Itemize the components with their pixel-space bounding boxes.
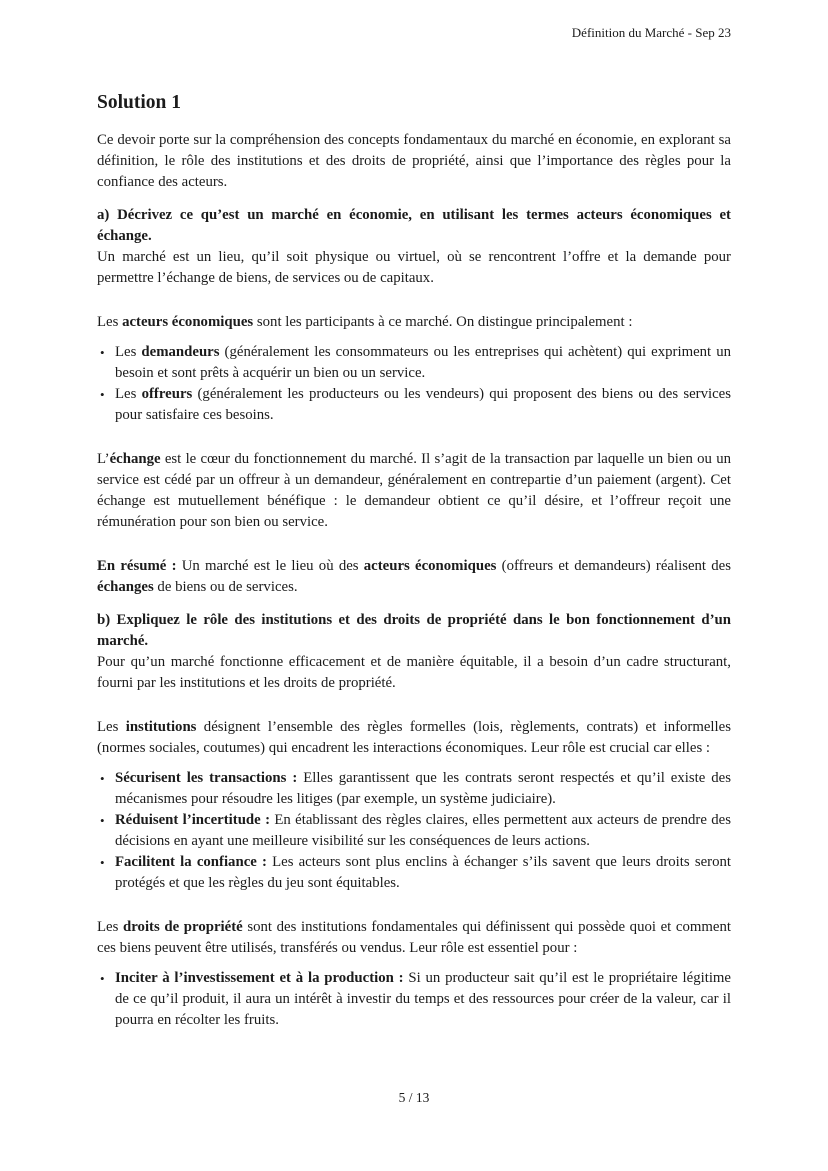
bullet-list: [97, 968, 731, 1031]
page-number: 5 / 13: [398, 1090, 430, 1105]
bullet-list: [97, 342, 731, 426]
text-run: Les: [97, 719, 126, 735]
paragraph: [97, 130, 731, 193]
text-run: L’: [97, 451, 110, 467]
bullet-icon: •: [100, 813, 105, 828]
paragraph: [97, 717, 731, 759]
list-item: [97, 968, 731, 1031]
bold-text-run: Facilitent la confiance :: [115, 854, 267, 870]
list-item: [97, 768, 731, 810]
text-run: Les acteurs sont plus enclins à échanger s’ils savent que leurs droits seront protégés et que les règles du jeu sont équitables.: [115, 854, 731, 891]
bold-text-run: échange: [109, 451, 161, 467]
text-run: Un marché est un lieu, qu’il soit physique ou virtuel, où se rencontrent l’offre et la demande pour permettre l’échange de biens, de services ou de capitaux.: [97, 249, 731, 286]
bold-text-run: offreurs: [141, 386, 193, 402]
question-heading: [97, 610, 731, 652]
page-title: Solution 1: [97, 92, 181, 113]
bold-text-run: acteurs économiques: [363, 558, 497, 574]
bold-text-run: Inciter à l’investissement et à la production :: [115, 970, 404, 986]
bold-text-run: b) Expliquez le rôle des institutions et des droits de propriété dans le bon fonctionnement d’un marché.: [97, 612, 731, 649]
document-content: [97, 91, 731, 1031]
list-item-text: [115, 854, 731, 891]
text-run: sont les participants à ce marché. On distingue principalement :: [253, 314, 633, 330]
list-item: [97, 810, 731, 852]
text-run: Les: [97, 919, 124, 935]
text-run: Si un producteur sait qu’il est le propriétaire légitime de ce qu’il produit, il aura un intérêt à investir du temps et des ressources pour créer de la valeur, car il pourra en récolter les fruits.: [115, 970, 732, 1028]
bold-text-run: Sécurisent les transactions :: [115, 770, 298, 786]
bold-text-run: droits de propriété: [123, 919, 243, 935]
text-run: Les: [115, 386, 142, 402]
paragraph: [97, 449, 731, 533]
bold-text-run: acteurs économiques: [122, 314, 254, 330]
list-item-text: [115, 386, 731, 423]
question-heading: [97, 205, 731, 247]
list-item: [97, 852, 731, 894]
paragraph: [97, 917, 731, 959]
text-run: Elles garantissent que les contrats seront respectés et qu’il existe des mécanismes pour résoudre les litiges (par exemple, un système judiciaire).: [115, 770, 731, 807]
bold-text-run: a) Décrivez ce qu’est un marché en économie, en utilisant les termes acteurs économiques et échange.: [97, 207, 731, 244]
text-run: Un marché est le lieu où des: [176, 558, 364, 574]
list-item: [97, 342, 731, 384]
bold-text-run: En résumé :: [97, 558, 177, 574]
bullet-icon: •: [100, 387, 105, 402]
text-run: Les: [115, 344, 142, 360]
bold-text-run: institutions: [125, 719, 197, 735]
document-body: [97, 130, 731, 1031]
bullet-icon: •: [100, 771, 105, 786]
text-run: (offreurs et demandeurs) réalisent des: [496, 558, 731, 574]
bold-text-run: Réduisent l’incertitude :: [115, 812, 271, 828]
text-run: désignent l’ensemble des règles formelles (lois, règlements, contrats) et informelles (normes sociales, coutumes) qui encadrent les interactions économiques. Leur rôle est crucial car elles :: [97, 719, 731, 756]
text-run: Pour qu’un marché fonctionne efficacement et de manière équitable, il a besoin d’un cadre structurant, fourni par les institutions et les droits de propriété.: [97, 654, 731, 691]
text-run: est le cœur du fonctionnement du marché. Il s’agit de la transaction par laquelle un bien ou un service est cédé par un offreur à un demandeur, généralement en contrepartie d’un paiement (argent). Cet échange est mutuellement bénéfique : le demandeur obtient ce qu’il désire, et l’offreur reçoit une rémunération pour son bien ou service.: [97, 451, 731, 530]
list-item-text: [115, 812, 731, 849]
list-item-text: [115, 770, 731, 807]
paragraph: [97, 556, 731, 598]
text-run: En établissant des règles claires, elles permettent aux acteurs de prendre des décisions en ayant une meilleure visibilité sur les conséquences de leurs actions.: [115, 812, 731, 849]
page-header-text: Définition du Marché - Sep 23: [571, 25, 731, 40]
list-item-text: [115, 970, 731, 1028]
text-run: Les: [97, 314, 123, 330]
bullet-list: [97, 768, 731, 894]
paragraph: [97, 312, 731, 333]
paragraph: [97, 247, 731, 289]
paragraph: [97, 652, 731, 694]
list-item-text: [115, 344, 731, 381]
text-run: sont des institutions fondamentales qui définissent qui possède quoi et comment ces biens peuvent être utilisés, transférés ou vendus. Leur rôle est essentiel pour :: [97, 919, 731, 956]
text-run: Ce devoir porte sur la compréhension des concepts fondamentaux du marché en économie, en explorant sa définition, le rôle des institutions et des droits de propriété, ainsi que l’importance des règles pour la confiance des acteurs.: [97, 132, 731, 190]
bullet-icon: •: [100, 345, 105, 360]
text-run: (généralement les producteurs ou les vendeurs) qui proposent des biens ou des services pour satisfaire ces besoins.: [115, 386, 731, 423]
bullet-icon: •: [100, 855, 105, 870]
bullet-icon: •: [100, 971, 105, 986]
text-run: (généralement les consommateurs ou les entreprises qui achètent) qui expriment un besoin et sont prêts à acquérir un bien ou un service.: [115, 344, 731, 381]
list-item: [97, 384, 731, 426]
text-run: de biens ou de services.: [153, 579, 298, 595]
bold-text-run: demandeurs: [141, 344, 220, 360]
bold-text-run: échanges: [97, 579, 154, 595]
